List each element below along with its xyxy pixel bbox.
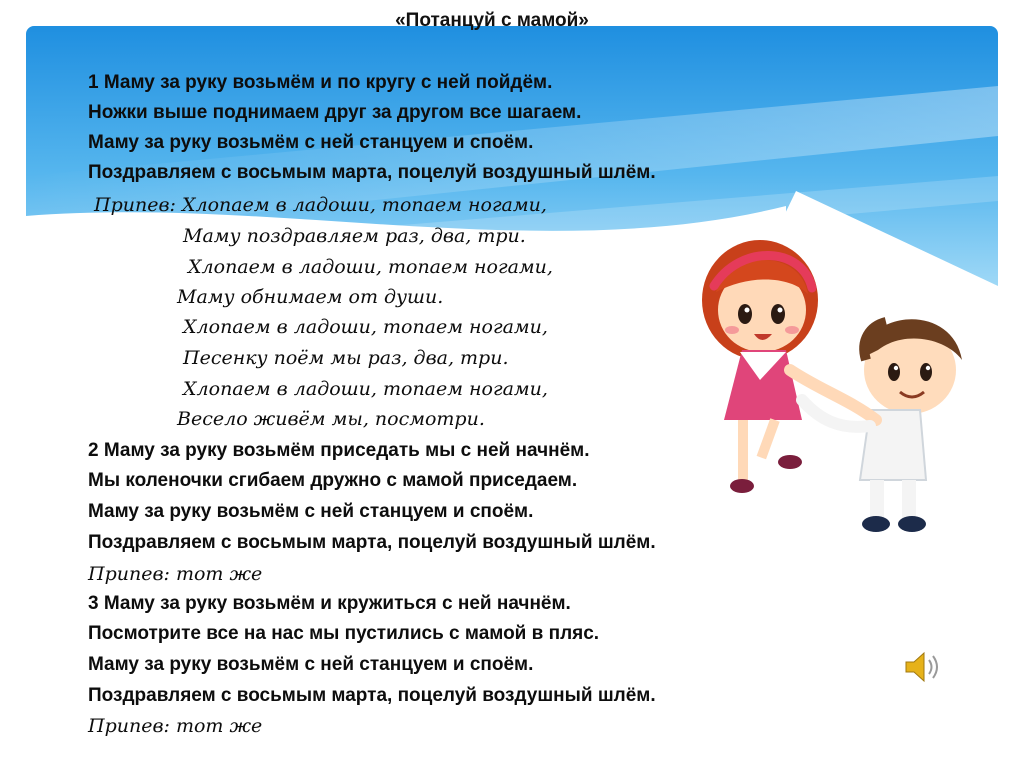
verse3-line-4: Поздравляем с восьмым марта, поцелуй воздушный шлём.	[88, 685, 656, 706]
song-title: «Потанцуй с мамой»	[395, 10, 589, 31]
chorus-repeat-2: Припев: тот же	[88, 563, 263, 585]
speaker-icon[interactable]	[900, 648, 944, 686]
verse3-line-2: Посмотрите все на нас мы пустились с мамой в пляс.	[88, 623, 600, 644]
chorus-line-3: Хлопаем в ладоши, топаем ногами,	[188, 256, 553, 278]
verse3-line-1: 3 Маму за руку возьмём и кружиться с ней начнём.	[88, 593, 571, 614]
chorus-line-6: Песенку поём мы раз, два, три.	[183, 347, 509, 369]
verse2-line-4: Поздравляем с восьмым марта, поцелуй воздушный шлём.	[88, 532, 656, 553]
chorus-line-1: Припев: Хлопаем в ладоши, топаем ногами,	[94, 194, 547, 216]
dancing-kids-illustration	[690, 230, 1010, 550]
chorus-line-2: Маму поздравляем раз, два, три.	[183, 225, 526, 247]
chorus-line-5: Хлопаем в ладоши, топаем ногами,	[183, 316, 548, 338]
chorus-repeat-3: Припев: тот же	[88, 715, 263, 737]
verse2-line-3: Маму за руку возьмём с ней станцуем и споём.	[88, 501, 534, 522]
verse1-line-3: Маму за руку возьмём с ней станцуем и споём.	[88, 132, 534, 153]
verse1-line-1: 1 Маму за руку возьмём и по кругу с ней пойдём.	[88, 72, 553, 93]
verse2-line-1: 2 Маму за руку возьмём приседать мы с ней начнём.	[88, 440, 590, 461]
chorus-line-4: Маму обнимаем от души.	[177, 286, 444, 308]
verse1-line-4: Поздравляем с восьмым марта, поцелуй воздушный шлём.	[88, 162, 656, 183]
verse1-line-2: Ножки выше поднимаем друг за другом все шагаем.	[88, 102, 582, 123]
verse2-line-2: Мы коленочки сгибаем дружно с мамой приседаем.	[88, 470, 578, 491]
chorus-line-7: Хлопаем в ладоши, топаем ногами,	[183, 378, 548, 400]
chorus-line-8: Весело живём мы, посмотри.	[177, 408, 485, 430]
verse3-line-3: Маму за руку возьмём с ней станцуем и споём.	[88, 654, 534, 675]
